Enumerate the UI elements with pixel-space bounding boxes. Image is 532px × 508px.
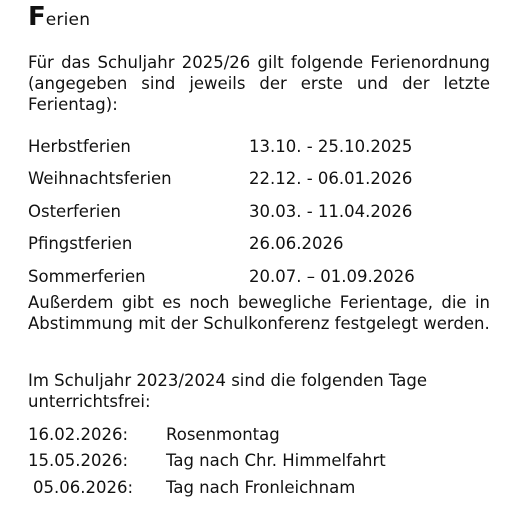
holiday-row-osterferien (28, 195, 490, 228)
free-day-row (28, 421, 490, 448)
page-title-rest: erien (45, 10, 91, 30)
holiday-dates: 13.10. - 25.10.2025 (249, 136, 413, 156)
free-days-list (28, 421, 490, 501)
holiday-row-weihnachtsferien (28, 163, 490, 196)
free-day-row (28, 448, 490, 475)
free-day-label: Rosenmontag (166, 424, 280, 444)
free-day-label: Tag nach Fronleichnam (166, 477, 356, 497)
free-day-date: 15.05.2026: (28, 451, 129, 471)
holiday-name: Osterferien (28, 201, 121, 221)
holiday-name: Herbstferien (28, 136, 131, 156)
holiday-dates: 30.03. - 11.04.2026 (249, 201, 413, 221)
movable-days-paragraph: Außerdem gibt es noch bewegliche Ferientage, die in Abstimmung mit der Schulkonferenz festgelegt werden. (28, 293, 490, 333)
holiday-row-herbstferien (28, 130, 490, 163)
free-day-date: 16.02.2026: (28, 424, 129, 444)
holiday-row-pfingstferien (28, 228, 490, 261)
free-days-intro: Im Schuljahr 2023/2024 sind die folgenden Tage unterrichtsfrei: (28, 371, 427, 411)
holiday-row-sommerferien (28, 260, 490, 293)
holiday-name: Sommerferien (28, 266, 146, 286)
holiday-name: Weihnachtsferien (28, 169, 172, 189)
holiday-dates: 22.12. - 06.01.2026 (249, 169, 413, 189)
page-title-initial: F (28, 2, 46, 32)
free-day-label: Tag nach Chr. Himmelfahrt (166, 451, 386, 471)
page-title (28, 4, 90, 30)
holiday-dates: 20.07. – 01.09.2026 (249, 266, 415, 286)
holiday-dates: 26.06.2026 (249, 234, 344, 254)
free-day-date: 05.06.2026: (33, 477, 134, 497)
holiday-list (28, 130, 490, 293)
holiday-name: Pfingstferien (28, 234, 133, 254)
intro-paragraph: Für das Schuljahr 2025/26 gilt folgende Ferienordnung (angegeben sind jeweils der erste und der letzte Ferientag): (28, 53, 490, 114)
free-day-row (28, 474, 490, 501)
